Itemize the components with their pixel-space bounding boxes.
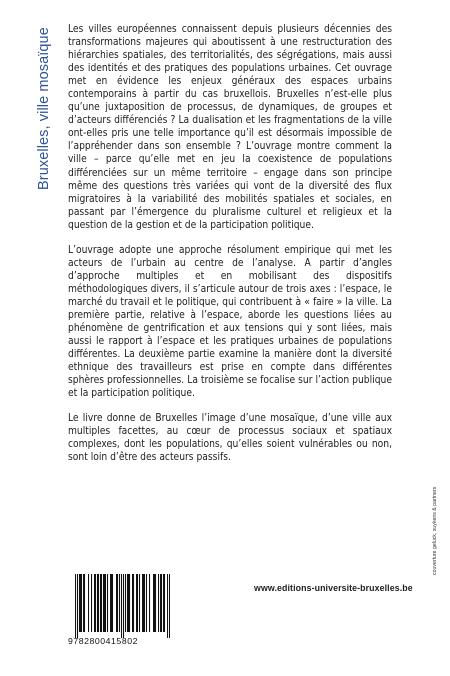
barcode-bar: [79, 574, 80, 632]
barcode-bar: [107, 574, 108, 632]
barcode-bar: [103, 574, 104, 632]
barcode-bar: [111, 574, 112, 632]
barcode-bar: [119, 574, 120, 632]
barcode-bar: [169, 574, 170, 638]
barcode-bar: [94, 574, 95, 632]
barcode-bar: [128, 574, 129, 632]
barcode-bar: [80, 574, 81, 632]
isbn-barcode: [68, 574, 170, 664]
barcode-bar: [95, 574, 96, 632]
blurb-paragraph-1: Les villes européennes connaissent depuis plusieurs décennies des transformations majeures qui aboutissent à une restructuration des hiérarchies spatiales, des territorialités, des ségrégations, mais aussi des identités et des pratiques des populations urbaines. Cet ouvrage met en évidence les enjeux généraux des espaces urbains contemporains à partir du cas bruxellois. Bruxelles n’est-elle plus qu’une juxtaposition de processus, de dynamiques, de groupes et d’acteurs différenciés ? La dualisation et les fragmentations de la ville ont-elles pris une telle importance qu’il est désormais impossible de l’appréhender dans son ensemble ? L’ouvrage montre comment la ville – parce qu’elle met en jeu la coexistence de populations différenciées sur un même territoire – engage dans son principe même des questions très variées qui vont de la diversité des flux migratoires à la variabilité des mobilités spatiales et sociales, en passant par l’émergence du pluralisme culturel et religieux et la question de la gestion et de la participation politique.: [68, 24, 392, 231]
barcode-bar: [144, 574, 145, 632]
barcode-bar: [75, 574, 76, 638]
barcode-bar: [105, 574, 106, 632]
barcode-bar: [132, 574, 133, 632]
isbn-number: 9782800415802: [68, 636, 138, 646]
barcode-bar: [121, 574, 122, 638]
barcode-bar: [127, 574, 128, 632]
barcode-bar: [77, 574, 78, 638]
barcode-bar: [153, 574, 154, 632]
barcode-bar: [123, 574, 124, 638]
barcode-bar: [125, 574, 126, 632]
barcode-bar: [98, 574, 99, 632]
barcode-bar: [146, 574, 147, 632]
barcode-bar: [81, 574, 82, 632]
barcode-bar: [160, 574, 161, 632]
blurb: [68, 23, 392, 477]
barcode-icon: [68, 574, 170, 638]
barcode-bar: [116, 574, 117, 632]
barcode-bar: [112, 574, 113, 632]
barcode-bar: [129, 574, 130, 632]
barcode-bar: [133, 574, 134, 632]
barcode-bar: [143, 574, 144, 632]
barcode-bar: [142, 574, 143, 632]
barcode-bar: [97, 574, 98, 632]
barcode-bar: [136, 574, 137, 632]
blurb-paragraph-3: Le livre donne de Bruxelles l’image d’une mosaïque, d’une ville aux multiples facettes, au cœur de processus sociaux et spatiaux complexes, dont les populations, qu’elles soient vulnérables ou non, sont loin d’être des acteurs passifs.: [68, 413, 392, 464]
barcode-bar: [117, 574, 118, 632]
blurb-paragraph-2: L’ouvrage adopte une approche résolument empirique qui met les acteurs de l’urbain au centre de l’analyse. A partir d’angles d’approche multiples et en mobilisant des dispositifs méthodologiques divers, il s’articule autour de trois axes : l’espace, le marché du travail et le politique, qui contribuent à « faire » la ville. La première partie, relative à l’espace, aborde les questions liées au phénomène de gentrification et aux tensions qui y sont liées, mais aussi le rapport à l’espace et les pratiques urbaines de populations différentes. La deuxième partie examine la manière dont la diversité ethnique des travailleurs est prise en compte dans différentes sphères professionnelles. La troisième se focalise sur l’action publique et la participation politique.: [68, 244, 392, 400]
barcode-bar: [104, 574, 105, 632]
barcode-bar: [161, 574, 162, 632]
barcode-bar: [110, 574, 111, 632]
barcode-bar: [139, 574, 140, 632]
barcode-bar: [100, 574, 101, 632]
barcode-bar: [167, 574, 168, 638]
barcode-bar: [88, 574, 89, 632]
barcode-bar: [154, 574, 155, 632]
publisher-website: www.editions-universite-bruxelles.be: [254, 583, 413, 593]
barcode-bar: [84, 574, 85, 632]
cover-credit: [432, 486, 438, 576]
barcode-bar: [149, 574, 150, 632]
barcode-bar: [155, 574, 156, 632]
spine-title-text: Bruxelles, ville mosaïque: [36, 27, 52, 190]
barcode-bar: [91, 574, 92, 632]
barcode-bar: [101, 574, 102, 632]
barcode-bar: [164, 574, 165, 632]
barcode-bar: [137, 574, 138, 632]
barcode-bar: [163, 574, 164, 632]
barcode-bar: [158, 574, 159, 632]
barcode-bar: [83, 574, 84, 632]
spine-title: [36, 27, 52, 191]
cover-credit-text: couverture geluck, suykens & partners: [432, 486, 438, 575]
